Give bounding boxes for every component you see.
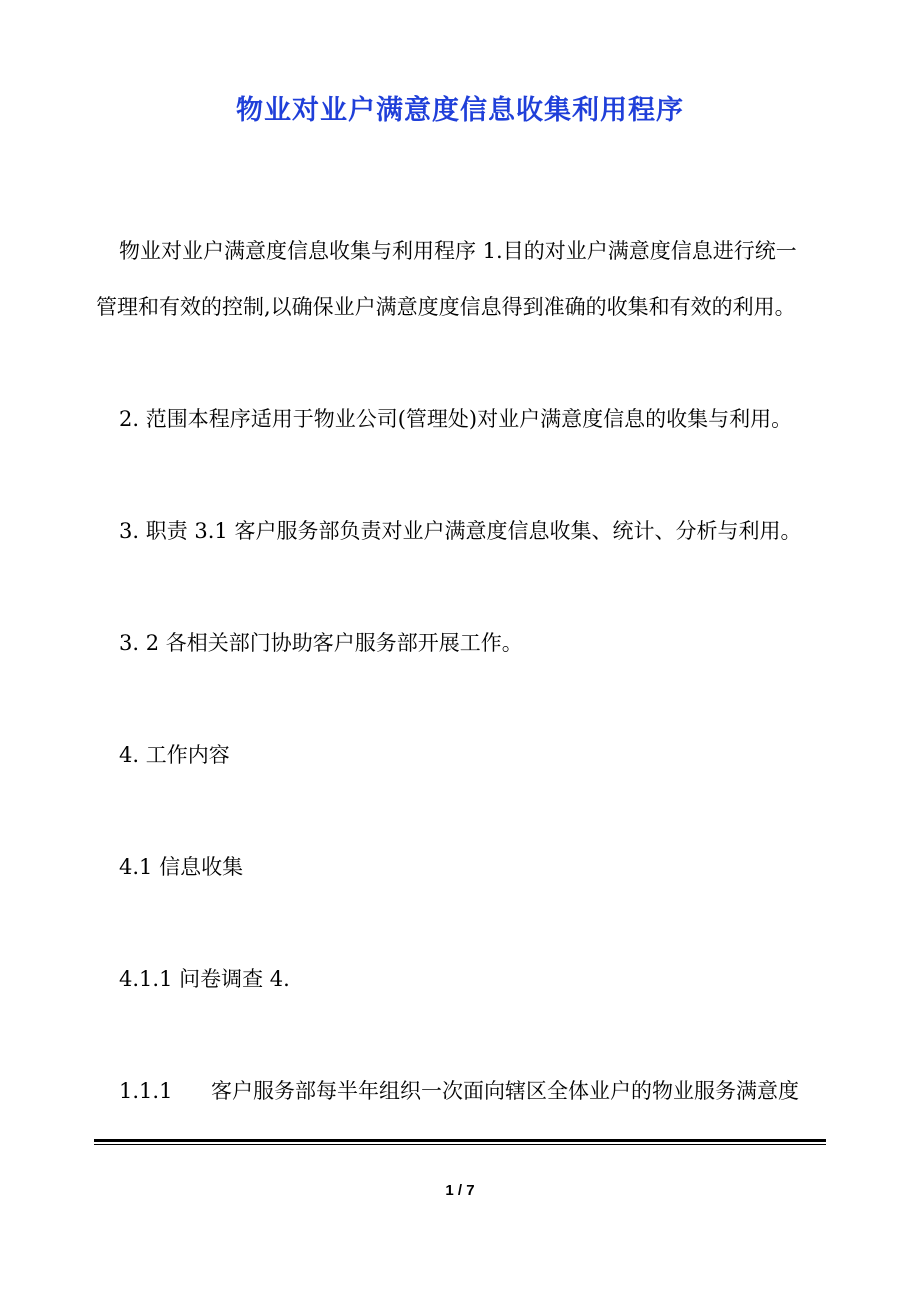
footer-divider-thin — [94, 1144, 826, 1145]
section-heading: 4. 工作内容 — [119, 743, 230, 767]
paragraph-line: 物业对业户满意度信息收集与利用程序 1.目的对业户满意度信息进行统一 — [119, 239, 797, 263]
paragraph-line — [119, 1076, 799, 1106]
paragraph-line: 3. 职责 3.1 客户服务部负责对业户满意度信息收集、统计、分析与利用。 — [119, 519, 802, 543]
paragraph-line: 2. 范围本程序适用于物业公司(管理处)对业户满意度信息的收集与利用。 — [119, 407, 793, 431]
subsection-heading: 4.1.1 问卷调查 4. — [119, 967, 290, 991]
paragraph-line: 管理和有效的控制,以确保业户满意度度信息得到准确的收集和有效的利用。 — [96, 295, 796, 319]
paragraph-line: 3. 2 各相关部门协助客户服务部开展工作。 — [119, 631, 523, 655]
page-number: 1 / 7 — [445, 1182, 475, 1199]
clause-text: 客户服务部每半年组织一次面向辖区全体业户的物业服务满意度 — [211, 1079, 799, 1103]
document-title: 物业对业户满意度信息收集利用程序 — [236, 95, 684, 126]
footer-divider-thick — [94, 1139, 826, 1142]
clause-number: 1.1.1 — [119, 1079, 173, 1103]
subsection-heading: 4.1 信息收集 — [119, 855, 244, 879]
